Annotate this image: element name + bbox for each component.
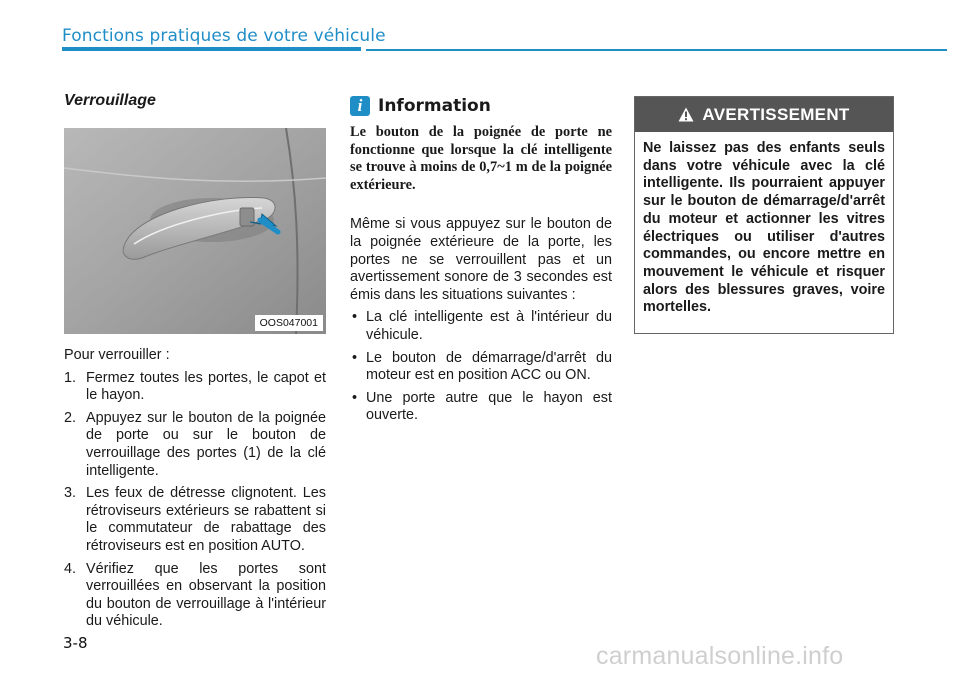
list-item: 1. Fermez toutes les portes, le capot et le hayon. [64, 369, 326, 404]
column-information [350, 96, 612, 430]
list-item: 3. Les feux de détresse clignotent. Les rétroviseurs extérieurs se rabattent si le commutateur de rabattage des rétroviseurs est en position AUTO. [64, 485, 326, 554]
watermark: carmanualsonline.info [596, 642, 844, 670]
bullet-icon: • [352, 349, 358, 366]
bullet-icon: • [352, 389, 358, 406]
steps-list [64, 370, 326, 631]
warning-title: AVERTISSEMENT [702, 104, 850, 124]
figure-code: OOS047001 [255, 315, 323, 331]
list-item: 2. Appuyez sur le bouton de la poignée de porte ou sur le bouton de verrouillage des portes (1) de la clé intelligente. [64, 409, 326, 479]
list-item: 4. Vérifiez que les portes sont verrouillées en observant la position du bouton de verrouillage à l'intérieur du véhicule. [64, 560, 326, 630]
section-header-title: Fonctions pratiques de votre véhicule [62, 26, 386, 46]
door-handle-illustration [64, 128, 326, 334]
page-number: 3-8 [63, 634, 88, 652]
column-locking [64, 92, 326, 636]
info-icon: i [350, 96, 370, 116]
intro-text: Pour verrouiller : [64, 347, 170, 363]
list-item: • Une porte autre que le hayon est ouverte. [352, 389, 612, 424]
header-rule-thick [62, 47, 361, 51]
warning-header [635, 97, 893, 132]
list-item: • Le bouton de démarrage/d'arrêt du moteur est en position ACC ou ON. [352, 349, 612, 384]
header-rule-thin [366, 49, 947, 51]
warning-box [634, 96, 894, 334]
warning-triangle-icon [678, 107, 694, 122]
section-heading: Verrouillage [64, 92, 156, 109]
info-bold-text: Le bouton de la poignée de porte ne fonctionne que lorsque la clé intelligente se trouve à moins de 0,7~1 m de la poignée extérieure. [350, 124, 612, 193]
info-paragraph: Même si vous appuyez sur le bouton de la poignée extérieure de la porte, les portes ne se verrouillent pas et un avertissement sonore de 3 secondes est émis dans les situations suivantes : [350, 216, 612, 303]
info-header [350, 96, 612, 116]
warning-text: Ne laissez pas des enfants seuls dans votre véhicule avec la clé intelligente. Ils pourraient appuyer sur le bouton de démarrage/d'arrêt du moteur et actionner les vitres électriques ou utiliser d'autres commandes, ou encore mettre en mouvement le véhicule et risquer alors des blessures graves, voire mortelles. [643, 140, 885, 316]
list-item: • La clé intelligente est à l'intérieur du véhicule. [352, 309, 612, 343]
info-title: Information [378, 96, 491, 116]
door-handle-photo [64, 128, 326, 334]
bullet-icon: • [352, 309, 358, 326]
info-bullets [350, 309, 612, 425]
